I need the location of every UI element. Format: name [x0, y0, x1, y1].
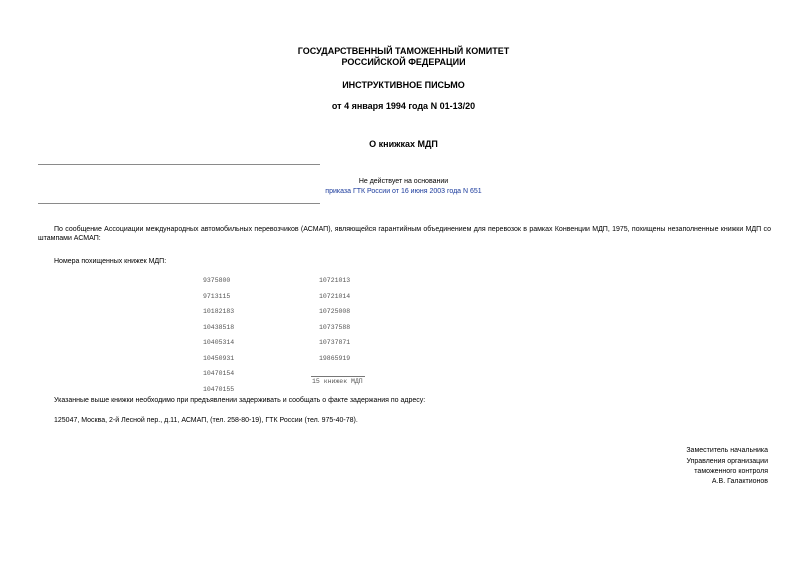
- number-item: 9375800: [203, 277, 231, 284]
- number-item: 9713115: [203, 293, 231, 300]
- number-item: 10182183: [203, 308, 235, 315]
- number-item: 10450931: [203, 355, 235, 362]
- status-note-text: Не действует на основании: [358, 178, 449, 185]
- numbers-heading: Номера похищенных книжек МДП:: [54, 258, 167, 265]
- org-name-line1: ГОСУДАРСТВЕННЫЙ ТАМОЖЕННЫЙ КОМИТЕТ: [297, 46, 510, 56]
- number-item: 10470154: [203, 370, 235, 377]
- divider-bottom: [38, 203, 320, 204]
- divider-top: [38, 164, 320, 165]
- signature-name: А.В. Галактионов: [711, 478, 768, 485]
- body-paragraph-1: По сообщение Ассоциации международных автомобильных перевозчиков (АСМАП), являющейся гарантийным объединением для перевозок в рамках Конвенции МДП, 1975, похищены незаполненные книжки МДП со штампами АСМАП:: [38, 226, 771, 242]
- org-name-line2: РОССИЙСКОЙ ФЕДЕРАЦИИ: [341, 57, 466, 67]
- address-line: 125047, Москва, 2-й Лесной пер., д.11, АСМАП, (тел. 258-80-19), ГТК России (тел. 975-40-78).: [54, 417, 358, 424]
- status-note-link[interactable]: приказа ГТК России от 16 июня 2003 года N 651: [325, 188, 482, 195]
- document-type: ИНСТРУКТИВНОЕ ПИСЬМО: [342, 80, 465, 90]
- number-item: 10721013: [319, 277, 351, 284]
- number-item: 10721014: [319, 293, 351, 300]
- number-item: 10737871: [319, 339, 351, 346]
- body-paragraph-2: Указанные выше книжки необходимо при предъявлении задерживать и сообщать о факте задержания по адресу:: [54, 397, 426, 404]
- number-item: 10405314: [203, 339, 235, 346]
- numbers-total: 15 книжек МДП: [312, 378, 363, 385]
- signature-position-1: Заместитель начальника: [686, 447, 768, 454]
- signature-position-2: Управления организации: [686, 458, 768, 465]
- number-item: 19865919: [319, 355, 351, 362]
- number-item: 10725008: [319, 308, 351, 315]
- number-item: 10470155: [203, 386, 235, 393]
- total-underline: [311, 376, 365, 377]
- number-item: 10737588: [319, 324, 351, 331]
- number-item: 10438518: [203, 324, 235, 331]
- document-date-number: от 4 января 1994 года N 01-13/20: [331, 101, 476, 111]
- document-subject: О книжках МДП: [369, 139, 438, 149]
- signature-position-3: таможенного контроля: [694, 468, 768, 475]
